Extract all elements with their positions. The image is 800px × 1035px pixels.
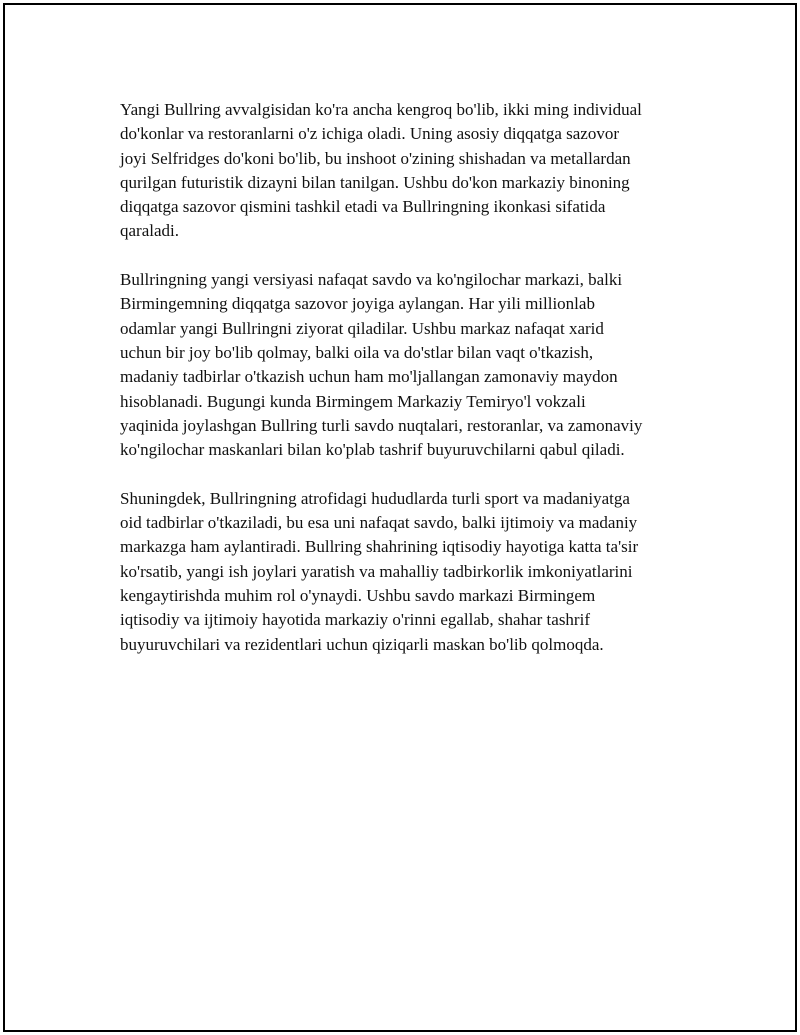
- paragraph-1: Yangi Bullring avvalgisidan ko'ra ancha kengroq bo'lib, ikki ming individual do'konlar va restoranlarni o'z ichiga oladi. Uning asosiy diqqatga sazovor joyi Selfridges do'koni bo'lib, bu inshoot o'zining shishadan va metallardan qurilgan futuristik dizayni bilan tanilgan. Ushbu do'kon markaziy binoning diqqatga sazovor qismini tashkil etadi va Bullringning ikonkasi sifatida qaraladi.: [120, 100, 642, 241]
- paragraph-2: Bullringning yangi versiyasi nafaqat savdo va ko'ngilochar markazi, balki Birmingemning diqqatga sazovor joyiga aylangan. Har yili millionlab odamlar yangi Bullringni ziyorat qiladilar. Ushbu markaz nafaqat xarid uchun bir joy bo'lib qolmay, balki oila va do'stlar bilan vaqt o'tkazish, madaniy tadbirlar o'tkazish uchun ham mo'ljallangan zamonaviy maydon hisoblanadi. Bugungi kunda Birmingem Markaziy Temiryo'l vokzali yaqinida joylashgan Bullring turli savdo nuqtalari, restoranlar, va zamonaviy ko'ngilochar maskanlari bilan ko'plab tashrif buyuruvchilarni qabul qiladi.: [120, 270, 643, 460]
- page-frame: [3, 3, 797, 1032]
- paragraph-3: Shuningdek, Bullringning atrofidagi hududlarda turli sport va madaniyatga oid tadbirlar o'tkaziladi, bu esa uni nafaqat savdo, balki ijtimoiy va madaniy markazga ham aylantiradi. Bullring shahrining iqtisodiy hayotiga katta ta'sir ko'rsatib, yangi ish joylari yaratish va mahalliy tadbirkorlik imkoniyatlarini kengaytirishda muhim rol o'ynaydi. Ushbu savdo markazi Birmingem iqtisodiy va ijtimoiy hayotida markaziy o'rinni egallab, shahar tashrif buyuruvchilari va rezidentlari uchun qiziqarli maskan bo'lib qolmoqda.: [120, 488, 639, 654]
- document-body: [120, 98, 692, 681]
